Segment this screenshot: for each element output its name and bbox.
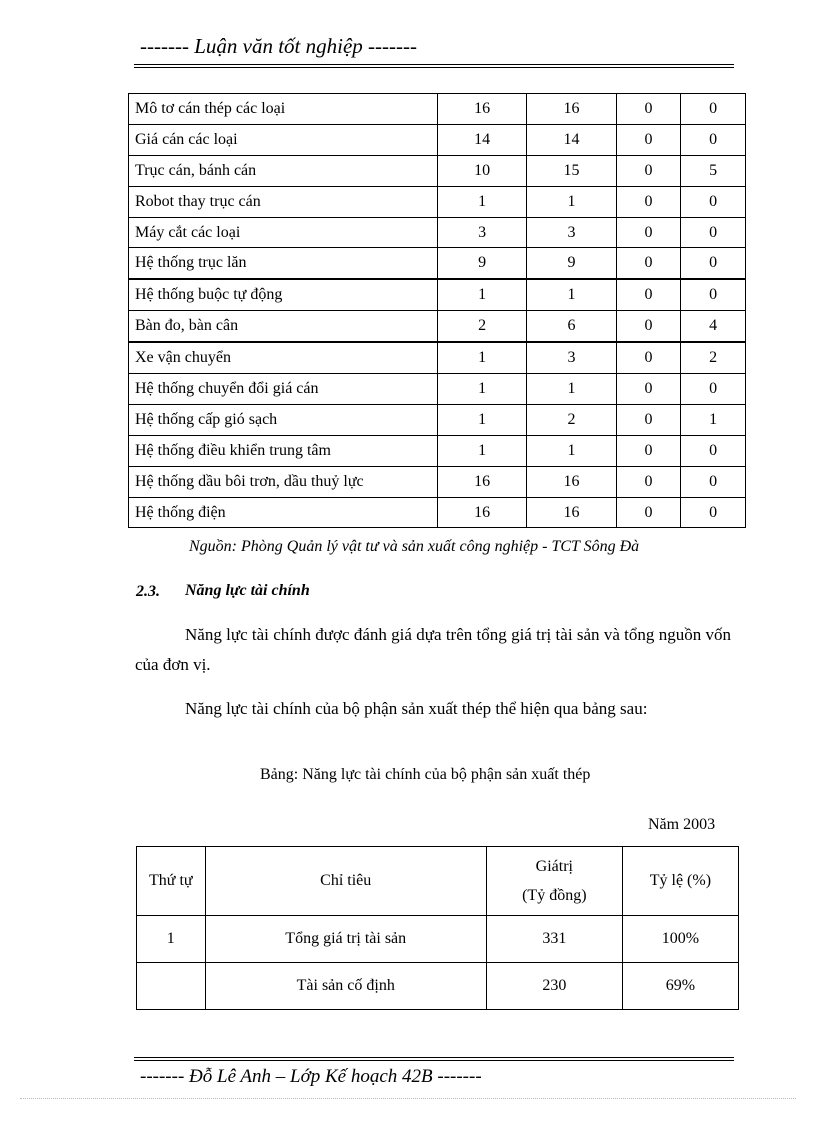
equipment-count-cell: 14 bbox=[527, 124, 616, 155]
table-row bbox=[129, 435, 746, 466]
equipment-count-cell: 15 bbox=[527, 155, 616, 186]
equipment-name-cell: Hệ thống buộc tự động bbox=[129, 279, 438, 310]
header-value-line2: (Tỷ đồng) bbox=[522, 887, 587, 904]
equipment-count-cell: 3 bbox=[438, 217, 527, 248]
equipment-name-cell: Mô tơ cán thép các loại bbox=[129, 94, 438, 125]
equipment-count-cell: 1 bbox=[438, 342, 527, 373]
equipment-count-cell: 1 bbox=[681, 404, 746, 435]
row-indicator: Tài sản cố định bbox=[205, 963, 486, 1010]
table-row bbox=[129, 186, 746, 217]
equipment-count-cell: 0 bbox=[616, 311, 681, 342]
table-row bbox=[129, 311, 746, 342]
equipment-name-cell: Hệ thống điện bbox=[129, 497, 438, 528]
equipment-count-cell: 0 bbox=[681, 94, 746, 125]
table-row bbox=[129, 217, 746, 248]
equipment-name-cell: Hệ thống điều khiển trung tâm bbox=[129, 435, 438, 466]
paragraph-2-text: Năng lực tài chính của bộ phận sản xuất thép thể hiện qua bảng sau: bbox=[185, 699, 648, 718]
equipment-count-cell: 16 bbox=[527, 497, 616, 528]
header-value bbox=[486, 847, 622, 916]
equipment-count-cell: 0 bbox=[616, 186, 681, 217]
equipment-count-cell: 1 bbox=[438, 404, 527, 435]
table-row bbox=[129, 404, 746, 435]
equipment-count-cell: 0 bbox=[616, 155, 681, 186]
equipment-count-cell: 16 bbox=[438, 497, 527, 528]
equipment-count-cell: 3 bbox=[527, 342, 616, 373]
table-row bbox=[129, 466, 746, 497]
equipment-name-cell: Robot thay trục cán bbox=[129, 186, 438, 217]
equipment-name-cell: Hệ thống dầu bôi trơn, dầu thuỷ lực bbox=[129, 466, 438, 497]
table-row bbox=[129, 279, 746, 310]
header-value-line1: Giátrị bbox=[535, 858, 573, 875]
equipment-name-cell: Giá cán các loại bbox=[129, 124, 438, 155]
header-indicator: Chỉ tiêu bbox=[205, 847, 486, 916]
equipment-count-cell: 0 bbox=[681, 217, 746, 248]
equipment-name-cell: Trục cán, bánh cán bbox=[129, 155, 438, 186]
table-row bbox=[129, 248, 746, 279]
equipment-count-cell: 10 bbox=[438, 155, 527, 186]
equipment-count-cell: 16 bbox=[438, 466, 527, 497]
table-row bbox=[129, 374, 746, 405]
financial-table bbox=[136, 846, 739, 1010]
equipment-count-cell: 0 bbox=[681, 497, 746, 528]
equipment-count-cell: 4 bbox=[681, 311, 746, 342]
table-row bbox=[129, 155, 746, 186]
equipment-count-cell: 0 bbox=[616, 217, 681, 248]
table-year: Năm 2003 bbox=[648, 816, 716, 833]
equipment-table bbox=[128, 93, 746, 528]
equipment-count-cell: 0 bbox=[681, 279, 746, 310]
equipment-count-cell: 1 bbox=[527, 374, 616, 405]
equipment-count-cell: 0 bbox=[681, 248, 746, 279]
page-header-title: ------- Luận văn tốt nghiệp ------- bbox=[140, 34, 417, 58]
equipment-count-cell: 1 bbox=[438, 186, 527, 217]
section-number: 2.3. bbox=[136, 583, 160, 600]
row-ratio: 69% bbox=[622, 963, 738, 1010]
header-rule bbox=[134, 64, 734, 65]
row-value: 331 bbox=[486, 916, 622, 963]
equipment-name-cell: Hệ thống cấp gió sạch bbox=[129, 404, 438, 435]
equipment-name-cell: Máy cắt các loại bbox=[129, 217, 438, 248]
header-ratio: Tỷ lệ (%) bbox=[622, 847, 738, 916]
table-row bbox=[129, 342, 746, 373]
equipment-count-cell: 14 bbox=[438, 124, 527, 155]
equipment-count-cell: 0 bbox=[616, 374, 681, 405]
equipment-count-cell: 0 bbox=[681, 124, 746, 155]
equipment-count-cell: 16 bbox=[527, 94, 616, 125]
table-row bbox=[137, 916, 739, 963]
equipment-count-cell: 2 bbox=[527, 404, 616, 435]
row-ratio: 100% bbox=[622, 916, 738, 963]
equipment-count-cell: 9 bbox=[438, 248, 527, 279]
row-order: 1 bbox=[137, 916, 206, 963]
row-order bbox=[137, 963, 206, 1010]
equipment-count-cell: 1 bbox=[527, 435, 616, 466]
equipment-count-cell: 0 bbox=[616, 124, 681, 155]
equipment-name-cell: Bàn đo, bàn cân bbox=[129, 311, 438, 342]
equipment-count-cell: 1 bbox=[438, 374, 527, 405]
equipment-count-cell: 0 bbox=[616, 279, 681, 310]
section-title: Năng lực tài chính bbox=[185, 582, 310, 599]
equipment-count-cell: 2 bbox=[438, 311, 527, 342]
page-footer-text: ------- Đỗ Lê Anh – Lớp Kế hoạch 42B ------- bbox=[140, 1066, 482, 1087]
equipment-count-cell: 0 bbox=[616, 248, 681, 279]
equipment-name-cell: Xe vận chuyển bbox=[129, 342, 438, 373]
page-bottom-edge bbox=[20, 1098, 796, 1099]
table-row bbox=[129, 124, 746, 155]
equipment-count-cell: 1 bbox=[438, 435, 527, 466]
equipment-count-cell: 0 bbox=[616, 404, 681, 435]
equipment-count-cell: 1 bbox=[527, 186, 616, 217]
equipment-count-cell: 1 bbox=[527, 279, 616, 310]
equipment-count-cell: 0 bbox=[681, 435, 746, 466]
financial-table-header bbox=[137, 847, 739, 916]
equipment-count-cell: 16 bbox=[527, 466, 616, 497]
footer-rule-double bbox=[134, 1060, 734, 1061]
table-row bbox=[129, 497, 746, 528]
equipment-name-cell: Hệ thống chuyển đổi giá cán bbox=[129, 374, 438, 405]
equipment-count-cell: 6 bbox=[527, 311, 616, 342]
equipment-count-cell: 2 bbox=[681, 342, 746, 373]
row-value: 230 bbox=[486, 963, 622, 1010]
paragraph-1 bbox=[135, 620, 731, 680]
equipment-count-cell: 1 bbox=[438, 279, 527, 310]
equipment-count-cell: 0 bbox=[616, 435, 681, 466]
source-note: Nguồn: Phòng Quản lý vật tư và sản xuất công nghiệp - TCT Sông Đà bbox=[189, 538, 640, 555]
footer-rule bbox=[134, 1057, 734, 1058]
paragraph-1-text: Năng lực tài chính được đánh giá dựa trên tổng giá trị tài sản và tổng nguồn vốn của đơn vị. bbox=[135, 625, 731, 674]
equipment-count-cell: 0 bbox=[681, 186, 746, 217]
equipment-count-cell: 16 bbox=[438, 94, 527, 125]
header-rule-double bbox=[134, 67, 734, 68]
table-caption: Bảng: Năng lực tài chính của bộ phận sản xuất thép bbox=[260, 766, 591, 783]
equipment-count-cell: 0 bbox=[616, 466, 681, 497]
equipment-name-cell: Hệ thống trục lăn bbox=[129, 248, 438, 279]
equipment-count-cell: 9 bbox=[527, 248, 616, 279]
equipment-count-cell: 0 bbox=[681, 466, 746, 497]
equipment-count-cell: 0 bbox=[616, 94, 681, 125]
equipment-count-cell: 0 bbox=[681, 374, 746, 405]
table-row bbox=[129, 94, 746, 125]
equipment-count-cell: 3 bbox=[527, 217, 616, 248]
row-indicator: Tổng giá trị tài sản bbox=[205, 916, 486, 963]
equipment-count-cell: 0 bbox=[616, 497, 681, 528]
paragraph-2 bbox=[135, 694, 731, 724]
header-order: Thứ tự bbox=[137, 847, 206, 916]
table-row bbox=[137, 963, 739, 1010]
equipment-count-cell: 5 bbox=[681, 155, 746, 186]
equipment-count-cell: 0 bbox=[616, 342, 681, 373]
